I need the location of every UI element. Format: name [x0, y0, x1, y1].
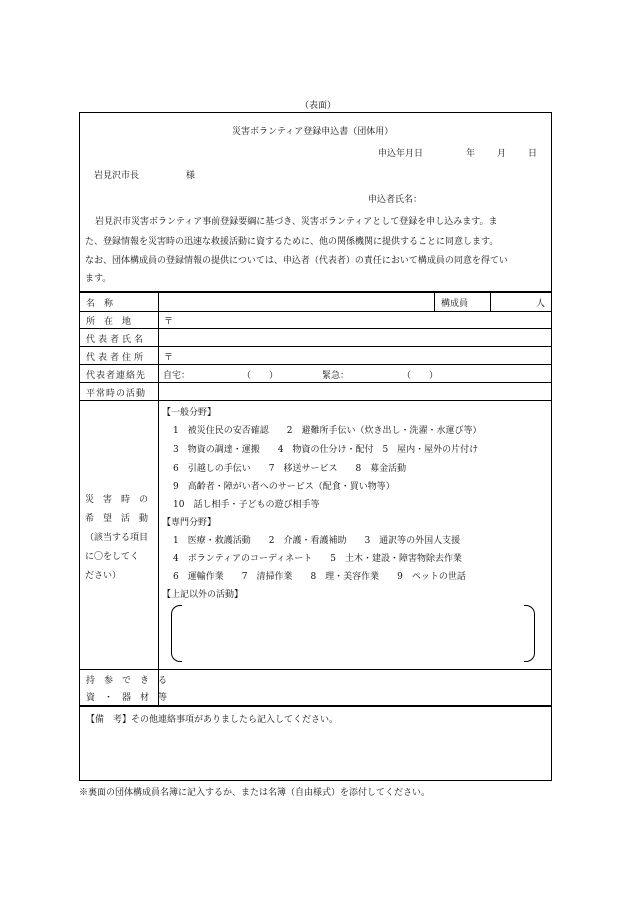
row-divider	[80, 382, 551, 383]
date-day: 日	[528, 149, 538, 159]
name-field[interactable]	[163, 296, 431, 308]
general-heading: 【一般分野】	[162, 408, 217, 418]
wish-label-2: 希 望 活 動	[85, 514, 149, 524]
normal-activity-field[interactable]	[163, 385, 543, 397]
row-divider	[80, 400, 551, 401]
general-line-2[interactable]: 3 物資の調達・運搬 4 物資の仕分け・配付 5 屋内・屋外の片付け	[173, 445, 479, 455]
other-bracket-left	[171, 605, 182, 662]
addressee: 岩見沢市長	[94, 171, 140, 181]
remarks-field[interactable]	[86, 728, 544, 774]
members-rule	[490, 292, 491, 311]
row-divider	[80, 669, 551, 670]
wish-label-5: ださい）	[85, 571, 122, 581]
normal-activity-label: 平常時の活動	[86, 389, 147, 399]
intro-line-2: た、登録情報を災害時の迅速な救援活動に資するために、他の関係機関に提供することに同意します。	[85, 237, 499, 247]
general-line-1[interactable]: 1 被災住民の安否確認 2 避難所手伝い（炊き出し・洗濯・水運び等）	[173, 426, 482, 436]
other-heading: 【上記以外の活動】	[162, 590, 244, 600]
members-unit: 人	[536, 299, 546, 309]
intro-line-3: なお、団体構成員の登録情報の提供については、申込者（代表者）の責任において構成員の同意を得てい	[85, 256, 508, 266]
applicant-label: 申込者氏名：	[368, 195, 423, 205]
name-label: 名 称	[86, 299, 114, 309]
home-label: 自宅：	[163, 371, 191, 381]
location-label: 所 在 地	[86, 317, 132, 327]
emergency-label: 緊急：	[322, 371, 350, 381]
equipment-field[interactable]	[163, 673, 543, 701]
honorific: 様	[186, 171, 196, 181]
remarks-label: 【備 考】その他連絡事項がありましたら記入してください。	[86, 715, 339, 725]
row-divider	[80, 364, 551, 365]
form-title: 災害ボランティア登録申込書（団体用）	[232, 127, 394, 137]
special-heading: 【専門分野】	[162, 518, 217, 528]
special-line-3[interactable]: 6 運輸作業 7 清掃作業 8 理・美容作業 9 ペットの世話	[173, 572, 466, 582]
rep-name-label: 代表者氏名	[86, 335, 147, 345]
rep-contact-label: 代表者連絡先	[86, 371, 147, 381]
date-month: 月	[497, 149, 507, 159]
members-label: 構成員	[441, 299, 469, 309]
members-rule	[434, 292, 435, 311]
location-field[interactable]: 〒	[164, 317, 174, 327]
rep-name-field[interactable]	[163, 331, 543, 343]
general-line-3[interactable]: 6 引越しの手伝い 7 移送サービス 8 募金活動	[173, 464, 407, 474]
date-year: 年	[466, 149, 476, 159]
general-line-4[interactable]: 9 高齢者・障がい者へのサービス（配食・買い物等）	[173, 482, 395, 492]
rep-address-field[interactable]: 〒	[164, 353, 174, 363]
intro-line-1: 岩見沢市災害ボランティア事前登録要綱に基づき、災害ボランティアとして登録を申し込みます。ま	[95, 217, 498, 227]
wish-label-3: （該当する項目	[85, 533, 149, 543]
intro-line-4: ます。	[85, 274, 112, 284]
rep-address-label: 代表者住所	[86, 353, 147, 363]
emergency-paren[interactable]: （ ）	[402, 371, 439, 381]
row-divider	[80, 346, 551, 347]
general-line-5[interactable]: 10 話し相手・子どもの遊び相手等	[173, 500, 320, 510]
equipment-label-1: 持 参 で き る	[86, 676, 168, 686]
label-column-rule	[158, 292, 159, 706]
special-line-2[interactable]: 4 ボランティアのコーディネート 5 土木・建設・障害物除去作業	[173, 554, 463, 564]
row-divider	[80, 705, 551, 707]
footer-note: ※裏面の団体構成員名簿に記入するか、または名簿（自由様式）を添付してください。	[79, 788, 431, 798]
row-divider	[80, 311, 551, 312]
date-label: 申込年月日	[378, 149, 424, 159]
wish-label-4: に〇をしてく	[85, 552, 140, 562]
home-paren[interactable]: （ ）	[242, 371, 279, 381]
row-divider	[80, 328, 551, 329]
wish-label-1: 災 害 時 の	[85, 495, 149, 505]
side-label: （表面）	[300, 101, 337, 111]
table-top-rule	[80, 291, 551, 293]
other-bracket-right	[524, 605, 535, 662]
other-activity-field[interactable]	[184, 608, 520, 658]
special-line-1[interactable]: 1 医療・救護活動 2 介護・看護補助 3 通訳等の外国人支援	[173, 536, 461, 546]
equipment-label-2: 資 ・ 器 材 等	[86, 693, 168, 703]
